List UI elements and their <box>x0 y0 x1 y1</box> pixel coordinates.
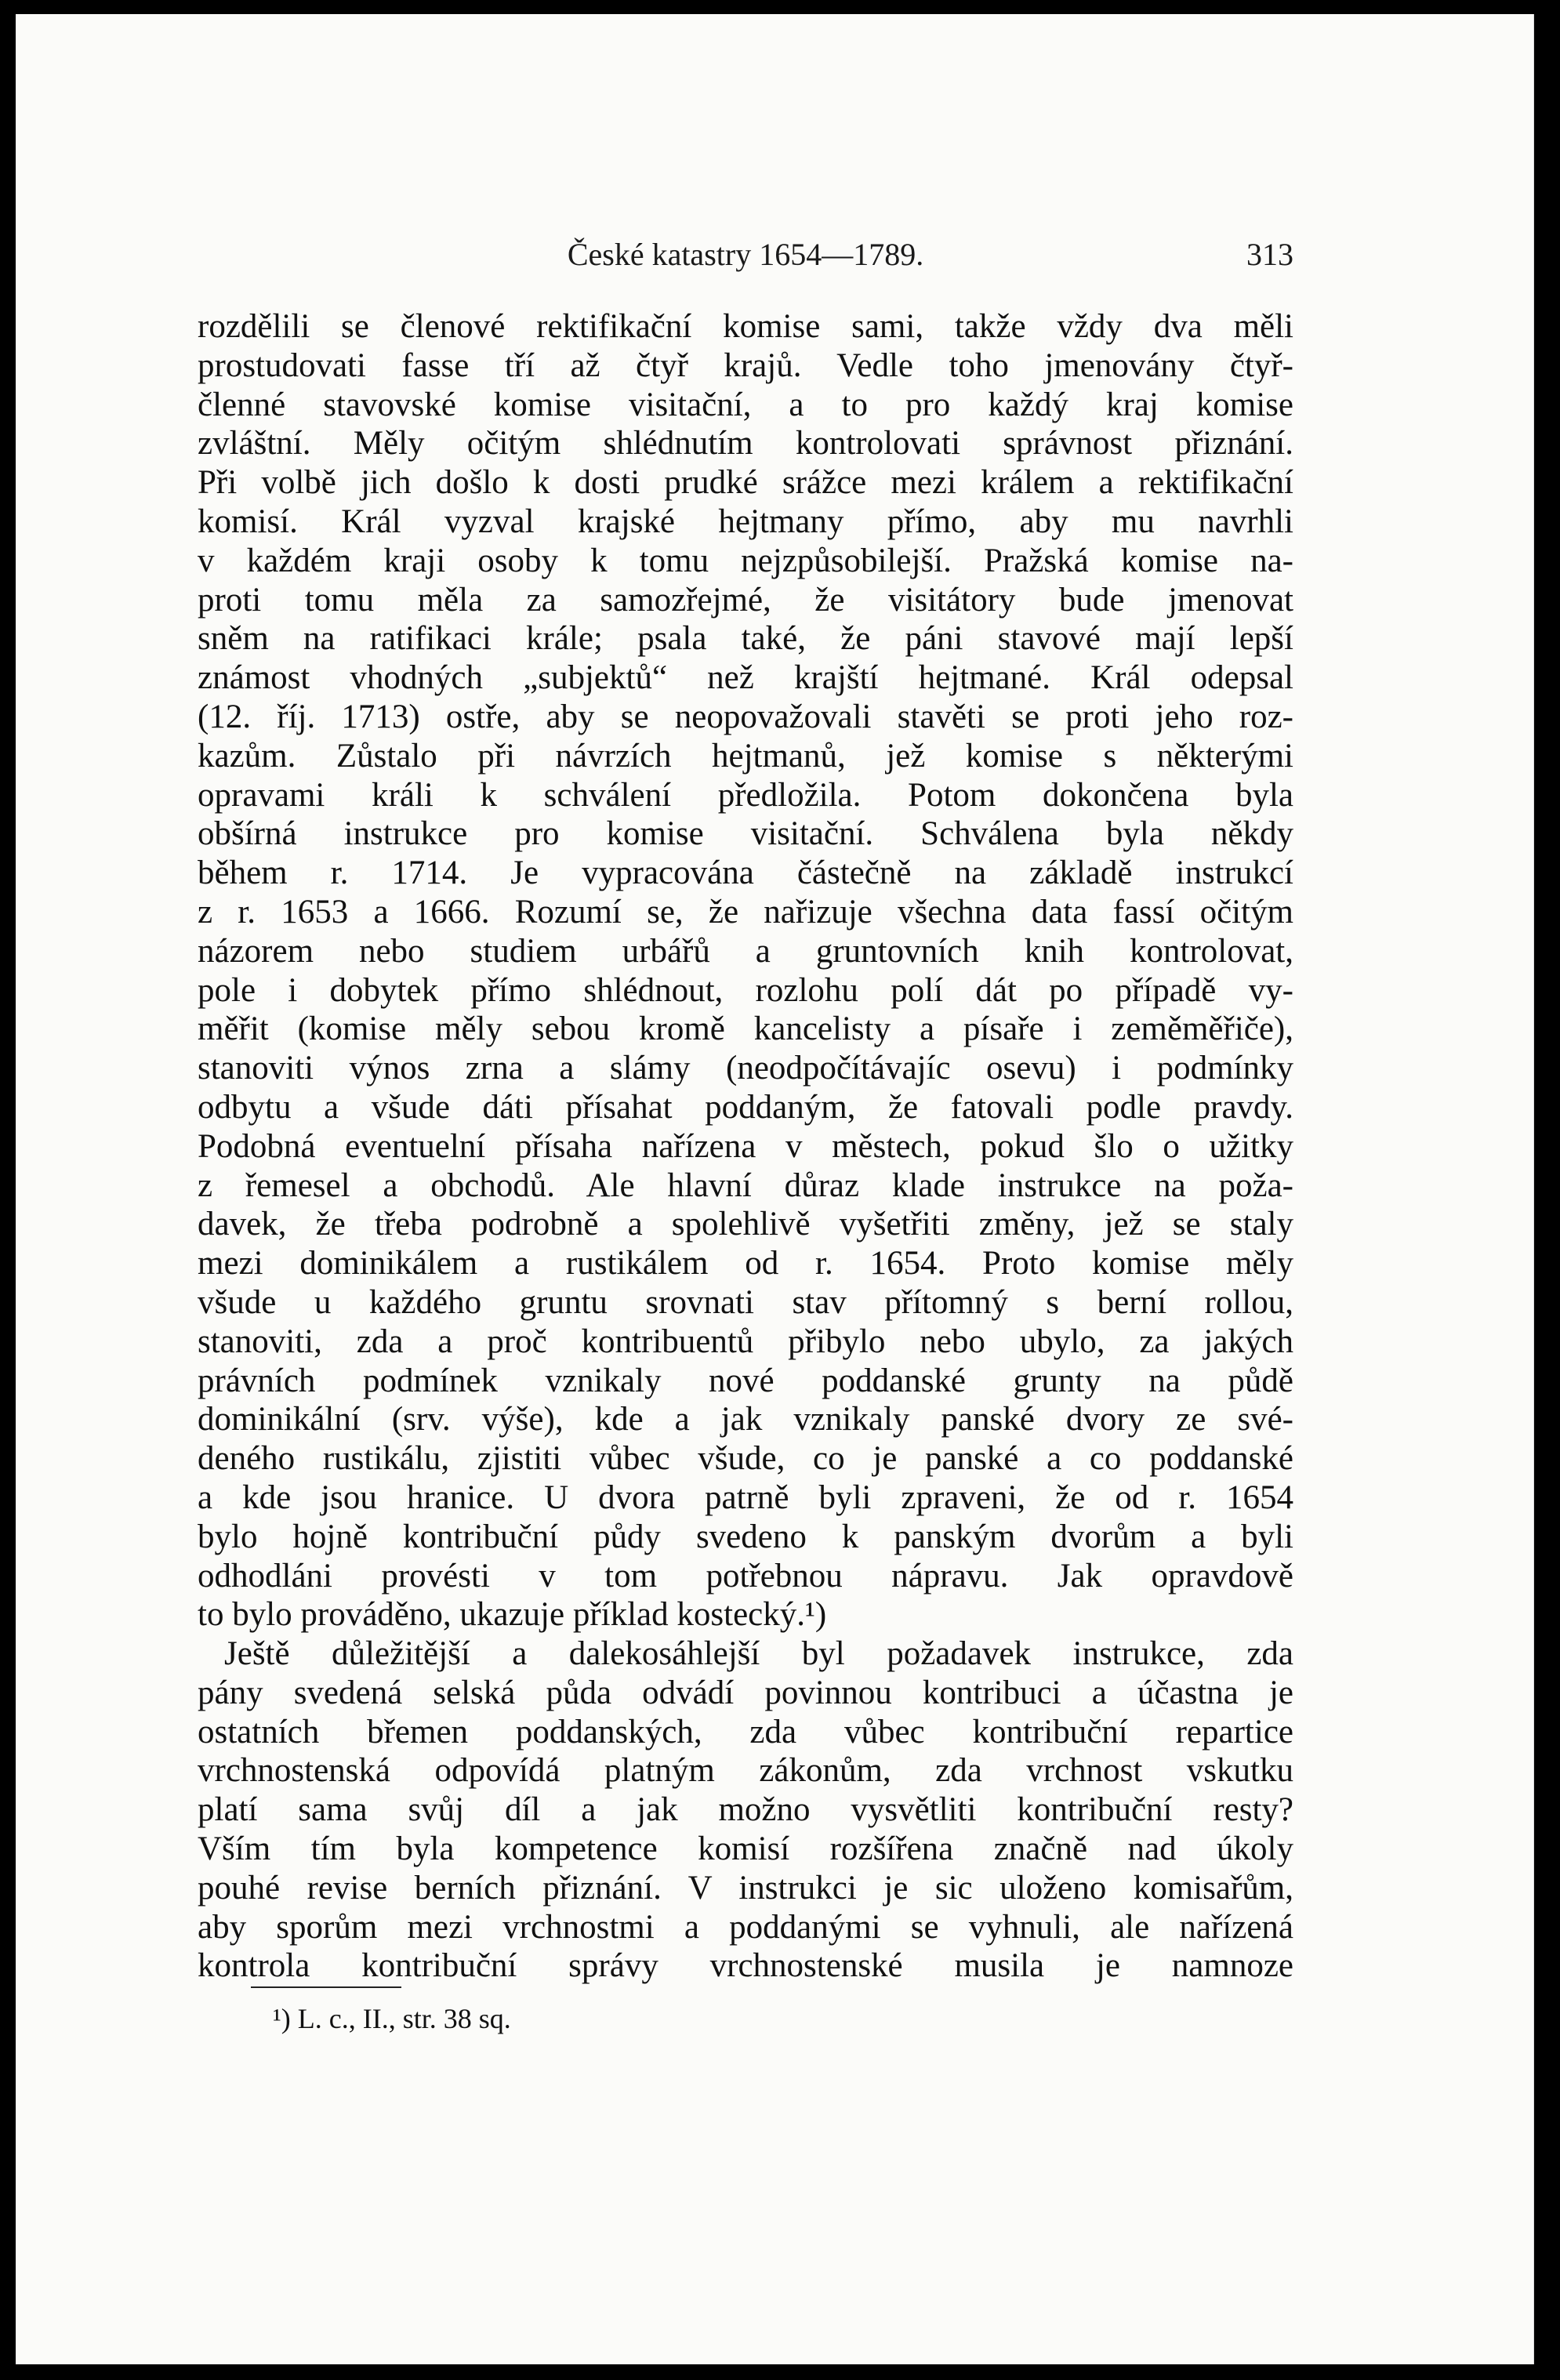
paragraph-1 <box>198 307 1293 1634</box>
text-line: kazům. Zůstalo při návrzích hejtmanů, jež komise s některými <box>198 737 1293 775</box>
text-line: a kde jsou hranice. U dvora patrně byli zpraveni, že od r. 1654 <box>198 1478 1293 1516</box>
text-line: opravami králi k schválení předložila. Potom dokončena byla <box>198 776 1293 814</box>
running-title: České katastry 1654—1789. <box>567 237 924 272</box>
text-line: stanoviti výnos zrna a slámy (neodpočítávajíc osevu) i podmínky <box>198 1050 1293 1087</box>
text-line: měřit (komise měly sebou kromě kancelisty a písaře i zeměměřiče), <box>198 1010 1293 1048</box>
text-line: stanoviti, zda a proč kontribuentů přibylo nebo ubylo, za jakých <box>198 1322 1293 1360</box>
book-page <box>16 14 1534 2364</box>
text-line: Podobná eventuelní přísaha nařízena v městech, pokud šlo o užitky <box>198 1127 1293 1165</box>
text-line: sněm na ratifikaci krále; psala také, že páni stavové mají lepší <box>198 620 1293 658</box>
text-line: komisí. Král vyzval krajské hejtmany přímo, aby mu navrhli <box>198 502 1293 540</box>
text-line: pole i dobytek přímo shlédnout, rozlohu polí dát po případě vy- <box>198 971 1293 1009</box>
text-line: pouhé revise berních přiznání. V instrukci je sic uloženo komisařům, <box>198 1869 1293 1907</box>
text-line: dominikální (srv. výše), kde a jak vznikaly panské dvory ze své- <box>198 1401 1293 1439</box>
text-line: názorem nebo studiem urbářů a gruntovních knih kontrolovat, <box>198 932 1293 970</box>
text-line: vrchnostenská odpovídá platným zákonům, zda vrchnost vskutku <box>198 1752 1293 1790</box>
text-line: Ještě důležitější a dalekosáhlejší byl požadavek instrukce, zda <box>224 1635 1293 1673</box>
text-line: všude u každého gruntu srovnati stav přítomný s berní rollou, <box>198 1283 1293 1321</box>
text-line: Vším tím byla kompetence komisí rozšířena značně nad úkoly <box>198 1830 1293 1868</box>
running-head <box>198 236 1293 275</box>
footnote: ¹) L. c., II., str. 38 sq. <box>273 2003 511 2034</box>
text-line: proti tomu měla za samozřejmé, že visitátory bude jmenovat <box>198 581 1293 619</box>
text-line: obšírná instrukce pro komise visitační. Schválena byla někdy <box>198 815 1293 853</box>
text-line: (12. říj. 1713) ostře, aby se neopovažovali stavěti se proti jeho roz- <box>198 698 1293 735</box>
text-line: aby sporům mezi vrchnostmi a poddanými se vyhnuli, ale nařízená <box>198 1908 1293 1946</box>
paragraph-2 <box>198 1634 1293 1986</box>
text-line: zvláštní. Měly očitým shlédnutím kontrolovati správnost přiznání. <box>198 425 1293 463</box>
text-line: v každém kraji osoby k tomu nejzpůsobilejší. Pražská komise na- <box>198 542 1293 579</box>
text-line: to bylo prováděno, ukazuje příklad kostecký.¹) <box>198 1596 827 1634</box>
text-line: deného rustikálu, zjistiti vůbec všude, co je panské a co poddanské <box>198 1440 1293 1478</box>
text-line: známost vhodných „subjektů“ než krajští hejtmané. Král odepsal <box>198 659 1293 697</box>
text-line: rozdělili se členové rektifikační komise sami, takže vždy dva měli <box>198 308 1293 345</box>
text-line: Při volbě jich došlo k dosti prudké srážce mezi králem a rektifikační <box>198 464 1293 502</box>
text-line: z řemesel a obchodů. Ale hlavní důraz klade instrukce na poža- <box>198 1166 1293 1204</box>
text-line: během r. 1714. Je vypracována částečně na základě instrukcí <box>198 854 1293 892</box>
text-line: právních podmínek vznikaly nové poddanské grunty na půdě <box>198 1362 1293 1399</box>
text-line: mezi dominikálem a rustikálem od r. 1654. Proto komise měly <box>198 1245 1293 1283</box>
text-line: prostudovati fasse tří až čtyř krajů. Vedle toho jmenovány čtyř- <box>198 346 1293 384</box>
text-line: bylo hojně kontribuční půdy svedeno k panským dvorům a byli <box>198 1518 1293 1555</box>
text-line: odbytu a všude dáti přísahat poddaným, že fatovali podle pravdy. <box>198 1088 1293 1126</box>
text-line: odhodláni provésti v tom potřebnou nápravu. Jak opravdově <box>198 1557 1293 1595</box>
footnote-divider <box>251 1986 401 1988</box>
text-line: platí sama svůj díl a jak možno vysvětliti kontribuční resty? <box>198 1791 1293 1829</box>
text-line: pány svedená selská půda odvádí povinnou kontribuci a účastna je <box>198 1674 1293 1711</box>
text-line: davek, že třeba podrobně a spolehlivě vyšetřiti změny, jež se staly <box>198 1206 1293 1243</box>
text-line: kontrola kontribuční správy vrchnostenské musila je namnoze <box>198 1947 1293 1985</box>
text-line: ostatních břemen poddanských, zda vůbec kontribuční repartice <box>198 1713 1293 1751</box>
text-line: členné stavovské komise visitační, a to pro každý kraj komise <box>198 386 1293 423</box>
page-number: 313 <box>1246 237 1293 272</box>
text-line: z r. 1653 a 1666. Rozumí se, že nařizuje všechna data fassí očitým <box>198 893 1293 931</box>
body-text <box>198 307 1293 1986</box>
